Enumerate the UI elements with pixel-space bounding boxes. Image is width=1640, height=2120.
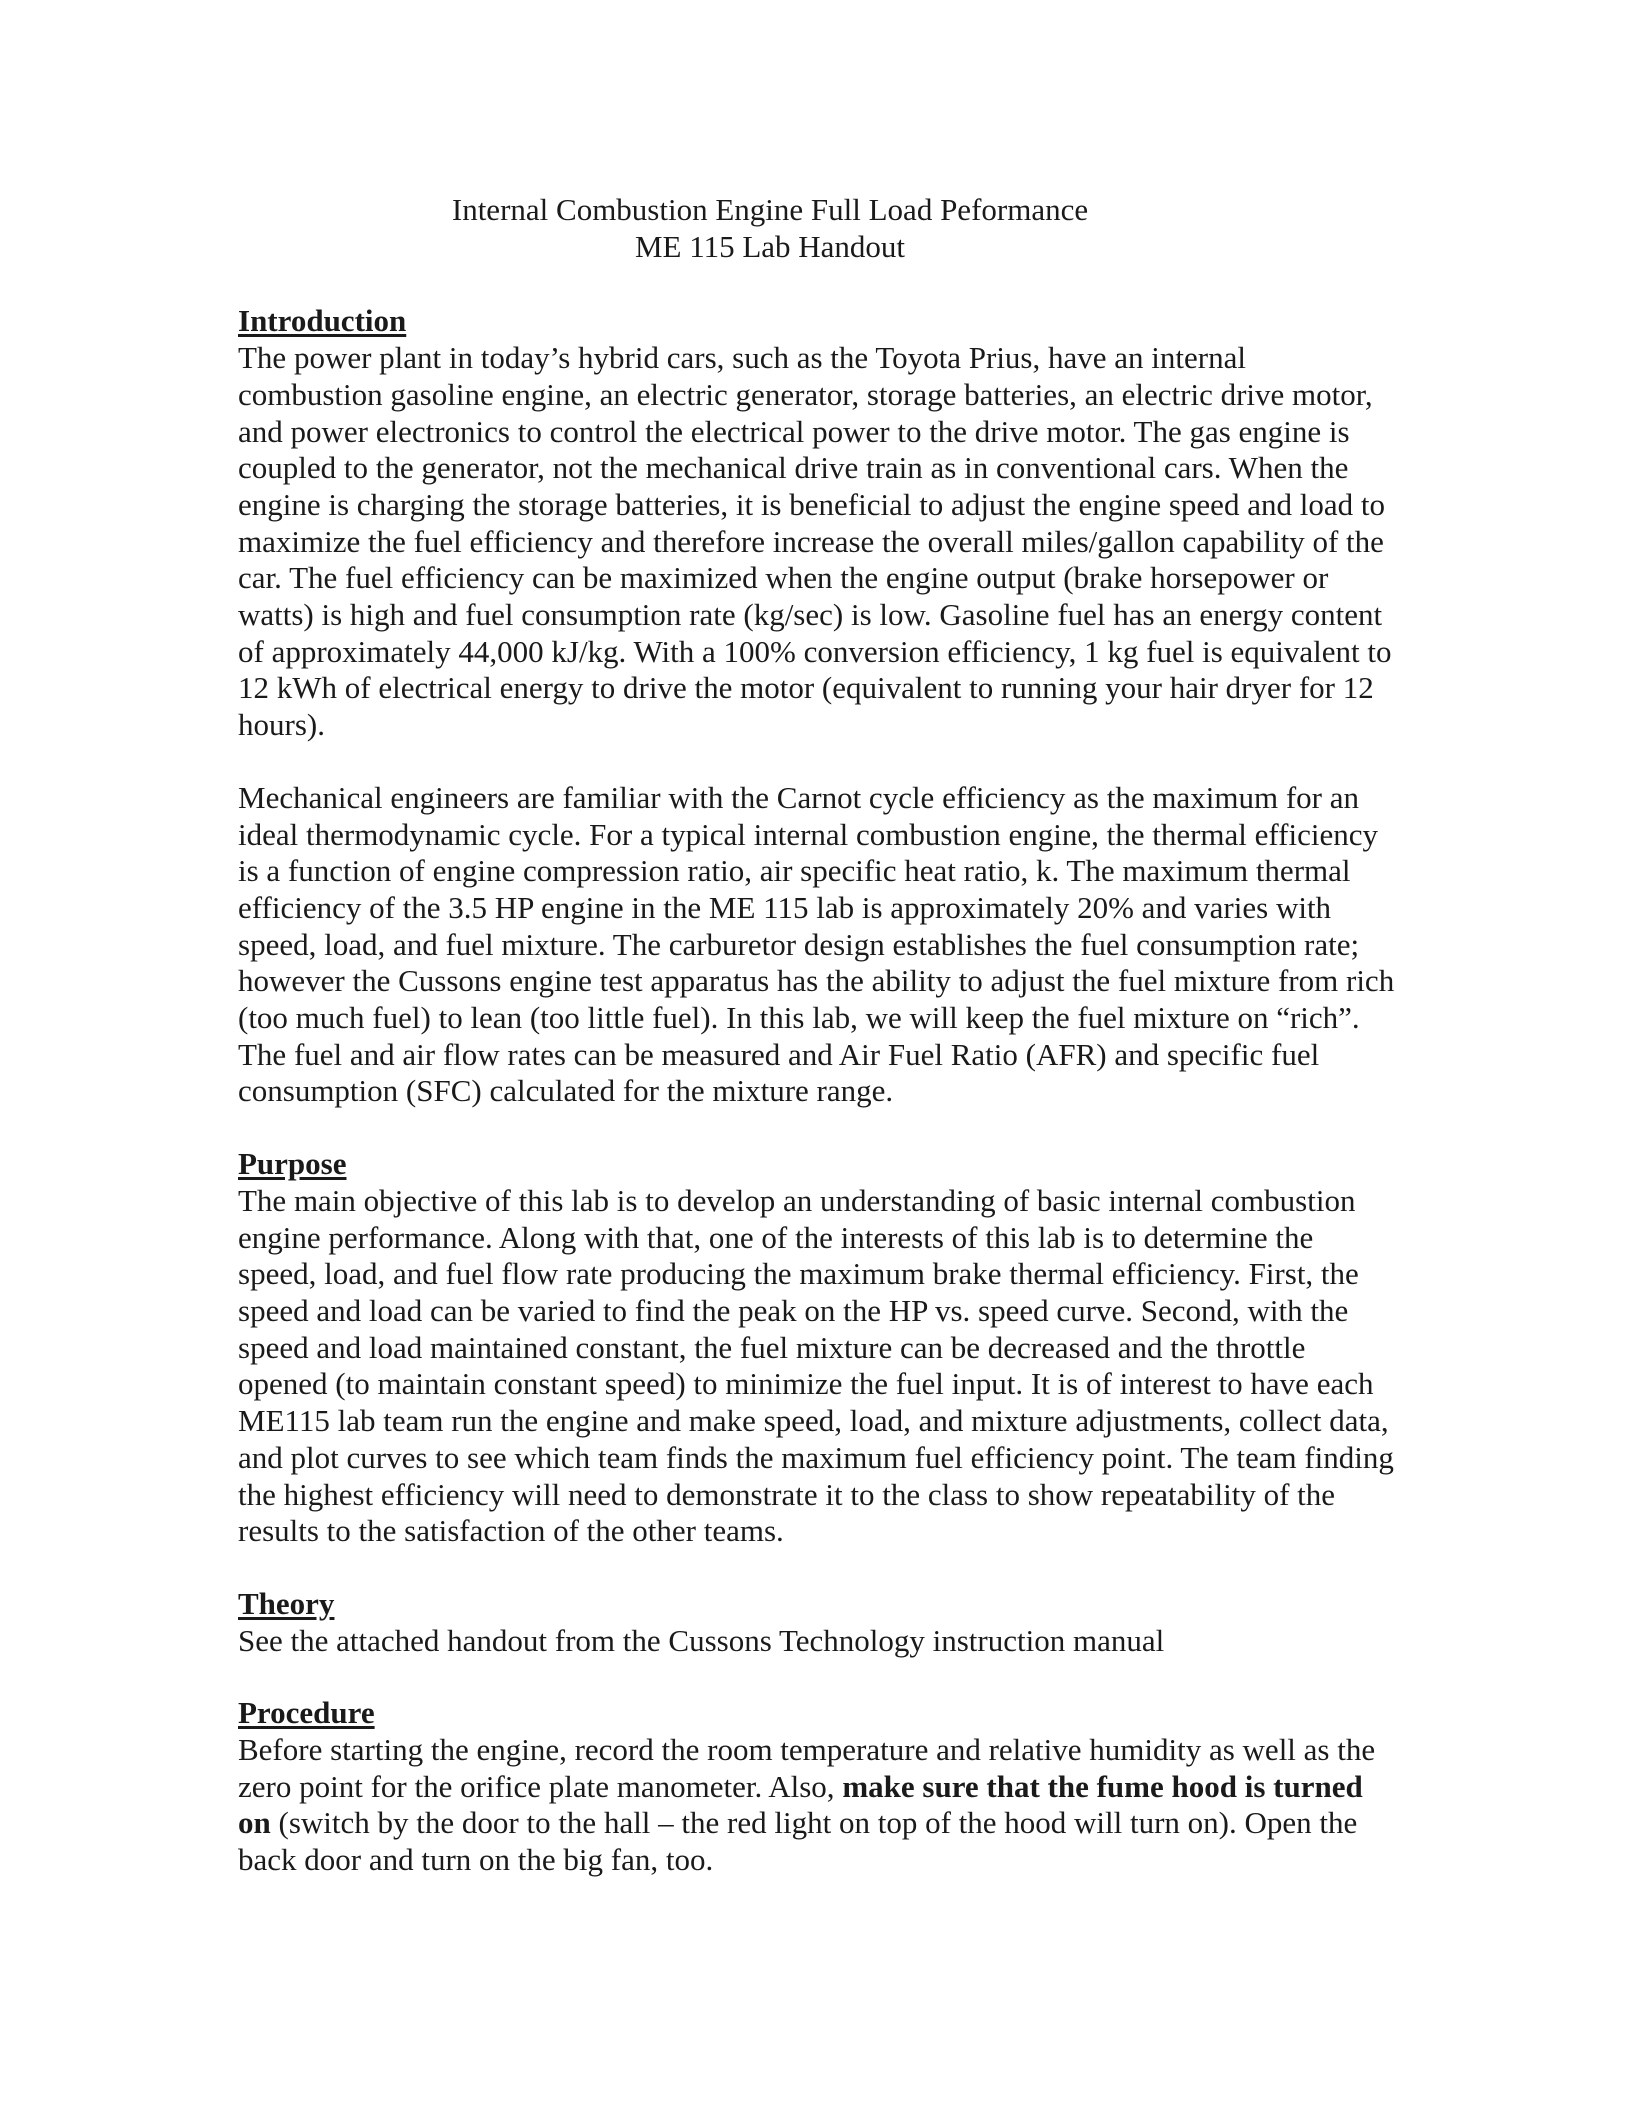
section-purpose [238, 1146, 1398, 1550]
section-introduction [238, 303, 1398, 1110]
procedure-bold-warning: make sure that the fume hood is turned on [238, 1768, 1363, 1841]
procedure-paragraph [238, 1732, 1398, 1879]
purpose-heading: Purpose [238, 1146, 347, 1182]
procedure-text-before: Before starting the engine, record the room temperature and relative humidity as well as the zero point for the orifice plate manometer. Also, [238, 1732, 1376, 1804]
theory-paragraph: See the attached handout from the Cussons Technology instruction manual [238, 1622, 1165, 1658]
purpose-paragraph: The main objective of this lab is to develop an understanding of basic internal combustion engine performance. Along with that, one of the interests of this lab is to determine the speed, load, and fuel flow rate producing the maximum brake thermal efficiency. First, the speed and load can be varied to find the peak on the HP vs. speed curve. Second, with the speed and load maintained constant, the fuel mixture can be decreased and the throttle opened (to maintain constant speed) to minimize the fuel input. It is of interest to have each ME115 lab team run the engine and make speed, load, and mixture adjustments, collect data, and plot curves to see which team finds the maximum fuel efficiency point. The team finding the highest efficiency will need to demonstrate it to the class to show repeatability of the results to the satisfaction of the other teams. [238, 1182, 1394, 1549]
procedure-heading: Procedure [238, 1695, 375, 1731]
document-title [190, 192, 1350, 265]
introduction-heading: Introduction [238, 303, 407, 339]
section-theory [238, 1586, 1398, 1659]
title-line-2: ME 115 Lab Handout [634, 228, 906, 264]
procedure-text-after: (switch by the door to the hall – the red light on top of the hood will turn on). Open the back door and turn on the big fan, too. [238, 1805, 1358, 1878]
theory-heading: Theory [238, 1585, 335, 1621]
section-procedure [238, 1695, 1398, 1879]
introduction-paragraph-1: The power plant in today’s hybrid cars, such as the Toyota Prius, have an internal combustion gasoline engine, an electric generator, storage batteries, an electric drive motor, and power electronics to control the electrical power to the drive motor. The gas engine is coupled to the generator, not the mechanical drive train as in conventional cars. When the engine is charging the storage batteries, it is beneficial to adjust the engine speed and load to maximize the fuel efficiency and therefore increase the overall miles/gallon capability of the car. The fuel efficiency can be maximized when the engine output (brake horsepower or watts) is high and fuel consumption rate (kg/sec) is low. Gasoline fuel has an energy content of approximately 44,000 kJ/kg. With a 100% conversion efficiency, 1 kg fuel is equivalent to 12 kWh of electrical energy to drive the motor (equivalent to running your hair dryer for 12 hours). [238, 340, 1392, 743]
title-line-1: Internal Combustion Engine Full Load Peformance [451, 192, 1089, 227]
introduction-paragraph-2: Mechanical engineers are familiar with the Carnot cycle efficiency as the maximum for an ideal thermodynamic cycle. For a typical internal combustion engine, the thermal efficiency is a function of engine compression ratio, air specific heat ratio, k. The maximum thermal efficiency of the 3.5 HP engine in the ME 115 lab is approximately 20% and varies with speed, load, and fuel mixture. The carburetor design establishes the fuel consumption rate; however the Cussons engine test apparatus has the ability to adjust the fuel mixture from rich (too much fuel) to lean (too little fuel). In this lab, we will keep the fuel mixture on “rich”. The fuel and air flow rates can be measured and Air Fuel Ratio (AFR) and specific fuel consumption (SFC) calculated for the mixture range. [238, 779, 1395, 1109]
document-page [238, 192, 1398, 1915]
